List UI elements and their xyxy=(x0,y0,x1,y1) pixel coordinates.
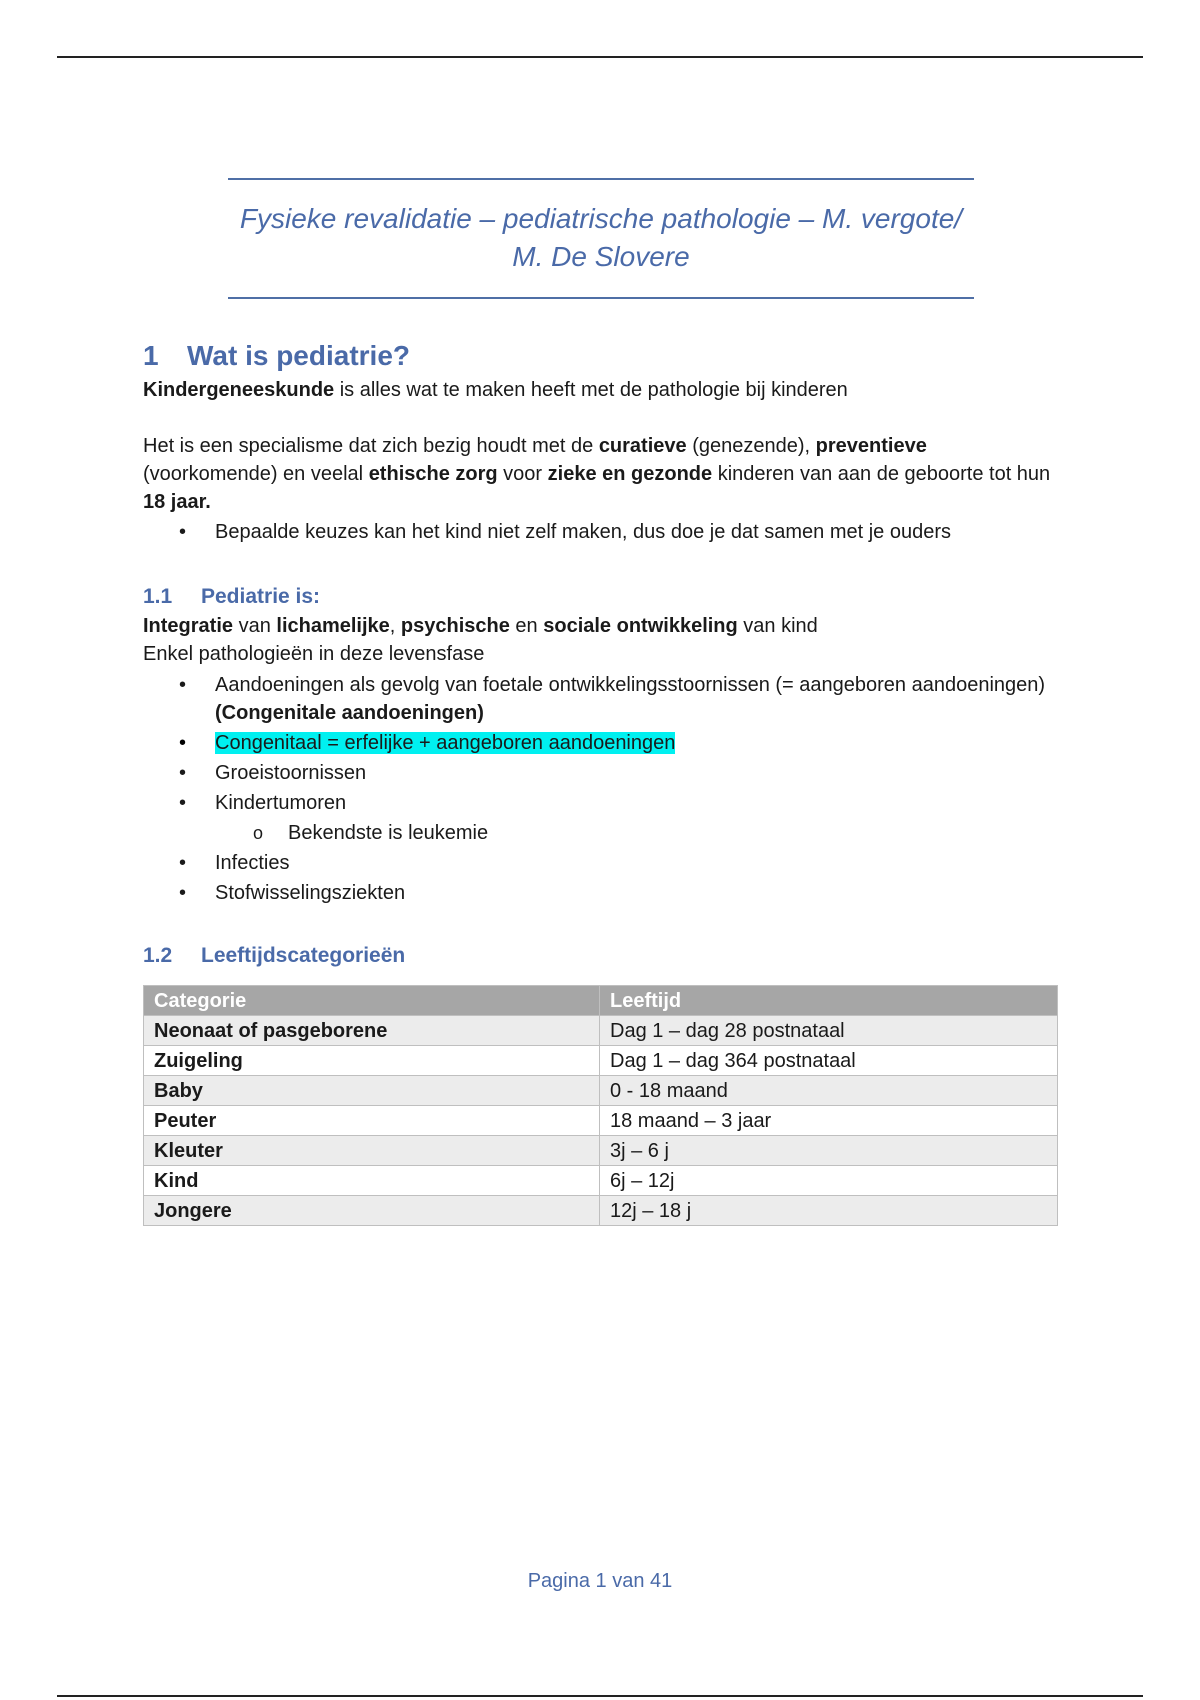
document-title: Fysieke revalidatie – pediatrische pathologie – M. vergote/ M. De Slovere xyxy=(239,203,963,272)
section-1-number: 1 xyxy=(143,340,159,371)
age-cell: 6j – 12j xyxy=(600,1166,1058,1196)
table-row xyxy=(144,1046,1058,1076)
page-bottom-rule xyxy=(57,1695,1143,1697)
text-run: , xyxy=(389,615,401,637)
category-cell: Kind xyxy=(144,1166,600,1196)
section-1-2-heading xyxy=(143,941,1063,971)
text-run: van xyxy=(233,615,277,637)
definition-paragraph xyxy=(143,376,1063,404)
category-cell: Neonaat of pasgeborene xyxy=(144,1016,600,1046)
table-row xyxy=(144,1166,1058,1196)
table-row xyxy=(144,1016,1058,1046)
bold-text-run: Integratie xyxy=(143,615,234,637)
table-header-row xyxy=(144,986,1058,1016)
page-top-rule xyxy=(57,56,1143,58)
list-item-highlighted xyxy=(143,729,1063,757)
bold-text-run: zieke en gezonde xyxy=(547,463,713,485)
age-cell: Dag 1 – dag 364 postnataal xyxy=(600,1046,1058,1076)
column-header-age: Leeftijd xyxy=(600,986,1058,1016)
document-body xyxy=(143,336,1063,1226)
section-1-1-list xyxy=(143,671,1063,907)
text-run: en xyxy=(509,615,544,637)
age-cell: 18 maand – 3 jaar xyxy=(600,1106,1058,1136)
list-item: • Infecties xyxy=(143,849,1063,877)
bold-text-run: psychische xyxy=(400,615,510,637)
title-bottom-line xyxy=(228,297,974,299)
section-1-2-number: 1.2 xyxy=(143,944,173,967)
text-run: Het is een specialisme dat zich bezig houdt met de xyxy=(143,435,599,457)
category-cell: Peuter xyxy=(144,1106,600,1136)
bold-text-run: lichamelijke xyxy=(276,615,390,637)
text-run: is alles wat te maken heeft met de pathologie bij kinderen xyxy=(334,379,848,401)
age-cell: 12j – 18 j xyxy=(600,1196,1058,1226)
integration-paragraph xyxy=(143,612,1063,640)
list-item: • Bepaalde keuzes kan het kind niet zelf maken, dus doe je dat samen met je ouders xyxy=(143,518,1063,546)
bold-text-run: Kindergeneeskunde xyxy=(143,379,335,401)
document-title-block xyxy=(228,178,974,299)
list-item: • Groeistoornissen xyxy=(143,759,1063,787)
section-1-title: Wat is pediatrie? xyxy=(187,340,411,371)
list-item: • Aandoeningen als gevolg van foetale ontwikkelingsstoornissen (= aangeboren aandoeningen) (Congenitale aandoeningen) xyxy=(143,671,1063,727)
category-cell: Zuigeling xyxy=(144,1046,600,1076)
text-run: (voorkomende) en veelal xyxy=(143,463,369,485)
table-row xyxy=(144,1076,1058,1106)
pathology-paragraph: Enkel pathologieën in deze levensfase xyxy=(143,643,485,665)
section-1-1-heading xyxy=(143,582,1063,612)
specialism-paragraph xyxy=(143,432,1063,516)
age-category-table xyxy=(143,985,1058,1226)
sub-list-item: o Bekendste is leukemie xyxy=(143,819,1063,847)
text-run: kinderen van aan de geboorte tot hun xyxy=(712,463,1051,485)
page-number-footer: Pagina 1 van 41 xyxy=(527,1570,673,1592)
section-1-2-title: Leeftijdscategorieën xyxy=(201,944,406,967)
section-1-1-title: Pediatrie is: xyxy=(201,585,321,608)
text-run: van kind xyxy=(737,615,818,637)
table-row xyxy=(144,1106,1058,1136)
text-run: voor xyxy=(497,463,548,485)
category-cell: Jongere xyxy=(144,1196,600,1226)
age-cell: Dag 1 – dag 28 postnataal xyxy=(600,1016,1058,1046)
category-cell: Kleuter xyxy=(144,1136,600,1166)
bold-text-run: preventieve xyxy=(815,435,927,457)
age-cell: 0 - 18 maand xyxy=(600,1076,1058,1106)
column-header-category: Categorie xyxy=(144,986,600,1016)
section-1-1-number: 1.1 xyxy=(143,585,173,608)
list-item: • Stofwisselingsziekten xyxy=(143,879,1063,907)
category-cell: Baby xyxy=(144,1076,600,1106)
bold-text-run: ethische zorg xyxy=(368,463,498,485)
section-1-heading xyxy=(143,336,1063,376)
list-item: • Kindertumoren xyxy=(143,789,1063,817)
table-row xyxy=(144,1196,1058,1226)
age-cell: 3j – 6 j xyxy=(600,1136,1058,1166)
bold-text-run: sociale ontwikkeling xyxy=(543,615,738,637)
bold-text-run: curatieve xyxy=(598,435,687,457)
highlighted-text: Congenitaal = erfelijke + aangeboren aandoeningen xyxy=(215,732,676,754)
text-run: (genezende), xyxy=(686,435,816,457)
congenital-bold-label: (Congenitale aandoeningen) xyxy=(215,702,484,724)
table-row xyxy=(144,1136,1058,1166)
section-1-list xyxy=(143,518,1063,546)
bold-text-run: 18 jaar. xyxy=(143,491,211,513)
